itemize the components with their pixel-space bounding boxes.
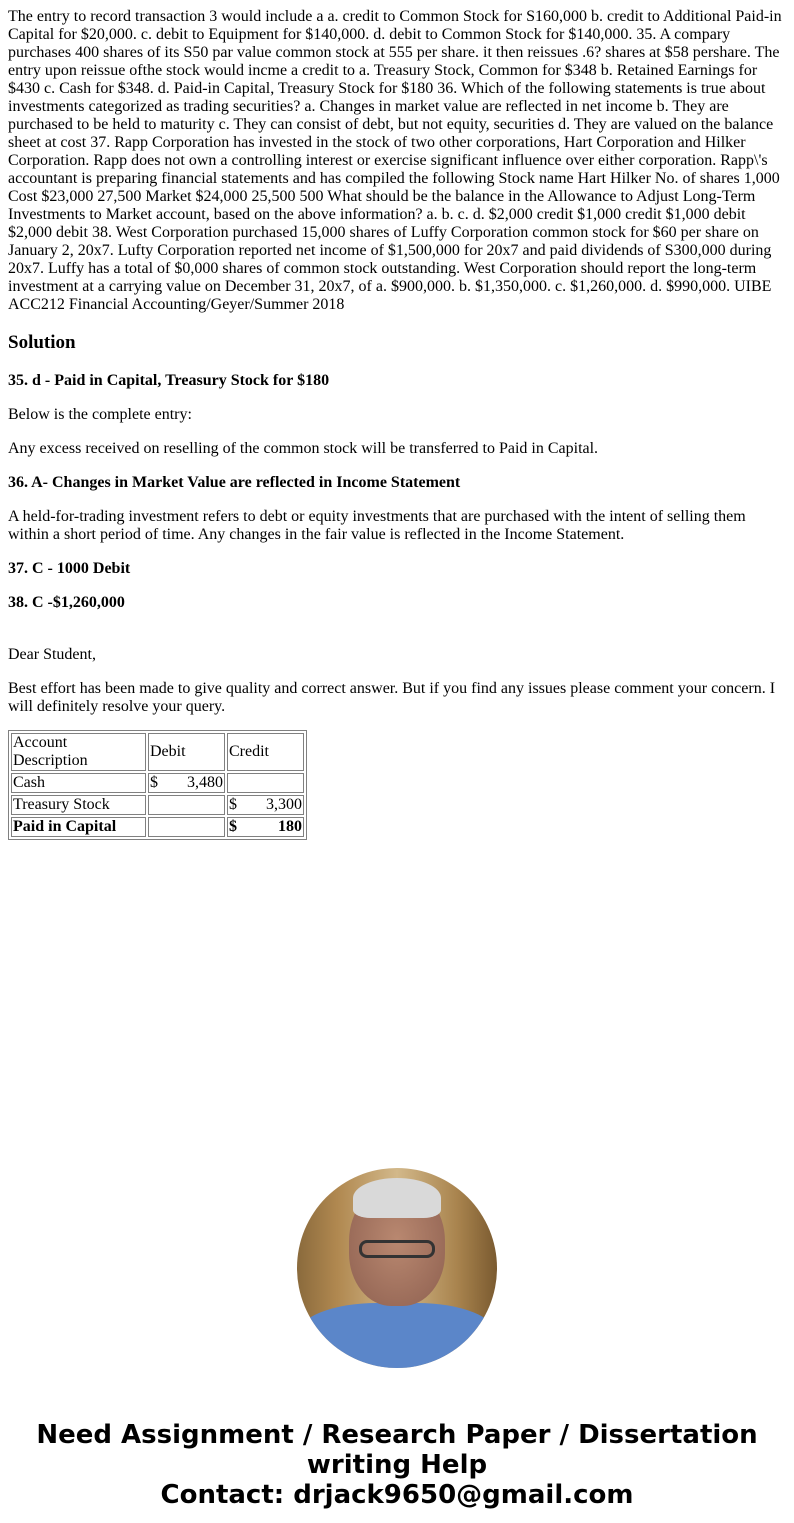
answer-36: 36. A- Changes in Market Value are reflected in Income Statement <box>8 474 461 491</box>
currency-symbol: $ <box>229 818 237 835</box>
answer-38: 38. C -$1,260,000 <box>8 594 125 611</box>
question-text: The entry to record transaction 3 would include a a. credit to Common Stock for S160,000 b. credit to Additional Paid-in Capital for $20,000. c. debit to Equipment for $140,000. d. debit to Common Stock for $140,000. 35. A compary purchases 400 shares of its S50 par value common stock at 555 per share. it then reissues .6? shares at $58 pershare. The entry upon reissue ofthe stock would incme a credit to a. Treasury Stock, Common for $348 b. Retained Earnings for $430 c. Cash for $348. d. Paid-in Capital, Treasury Stock for $180 36. Which of the following statements is true about investments categorized as trading securities? a. Changes in market value are reflected in net income b. They are purchased to be held to maturity c. They can consist of debt, but not equity, securities d. They are valued on the balance sheet at cost 37. Rapp Corporation has invested in the stock of two other corporations, Hart Corporation and Hilker Corporation. Rapp does not own a controlling interest or exercise significant influence over either corporation. Rapp\'s accountant is preparing financial statements and has compiled the following Stock name Hart Hilker No. of shares 1,000 Cost $23,000 27,500 Market $24,000 25,500 500 What should be the balance in the Allowance to Adjust Long-Term Investments to Market account, based on the above information? a. b. c. d. $2,000 credit $1,000 credit $1,000 debit $2,000 debit 38. West Corporation purchased 15,000 shares of Luffy Corporation common stock for $60 per share on January 2, 20x7. Lufty Corporation reported net income of $1,500,000 for 20x7 and paid dividends of S300,000 during 20x7. Luffy has a total of $0,000 shares of common stock outstanding. West Corporation should report the long-term investment at a carrying value on December 31, 20x7, of a. $900,000. b. $1,350,000. c. $1,260,000. d. $990,000. UIBE ACC212 Financial Accounting/Geyer/Summer 2018 <box>8 8 782 313</box>
header-credit: Credit <box>227 733 304 771</box>
entry-intro: Below is the complete entry: <box>8 406 192 423</box>
table-header-row <box>11 733 304 771</box>
debit-cell <box>148 817 225 837</box>
closing-note: Best effort has been made to give quality and correct answer. But if you find any issues please comment your concern. I will definitely resolve your query. <box>8 680 776 715</box>
photo-shirt <box>297 1303 497 1368</box>
photo-hair <box>353 1178 441 1218</box>
excess-note: Any excess received on reselling of the common stock will be transferred to Paid in Capital. <box>8 440 599 457</box>
answer-36-explanation: A held-for-trading investment refers to debt or equity investments that are purchased with the intent of selling them within a short period of time. Any changes in the fair value is reflected in the Income Statement. <box>8 508 746 543</box>
header-debit: Debit <box>148 733 225 771</box>
greeting: Dear Student, <box>8 646 96 663</box>
photo-glasses <box>359 1240 435 1258</box>
promo-line: Need Assignment / Research Paper / Dissertation writing Help <box>36 1420 758 1480</box>
account-cell: Paid in Capital <box>11 817 146 837</box>
answer-35: 35. d - Paid in Capital, Treasury Stock for $180 <box>8 372 330 389</box>
answer-37: 37. C - 1000 Debit <box>8 560 131 577</box>
table-row <box>11 795 304 815</box>
credit-amount: 3,300 <box>266 796 302 813</box>
table-row <box>11 773 304 793</box>
debit-cell <box>148 795 225 815</box>
journal-entry-table <box>8 730 307 840</box>
promo-footer <box>8 1420 786 1510</box>
currency-symbol: $ <box>229 796 237 813</box>
account-cell: Treasury Stock <box>11 795 146 815</box>
credit-cell <box>227 817 304 837</box>
header-account: Account Description <box>11 733 146 771</box>
author-photo <box>297 1168 497 1368</box>
contact-line: Contact: drjack9650@gmail.com <box>160 1480 634 1510</box>
credit-cell <box>227 773 304 793</box>
debit-cell <box>148 773 225 793</box>
debit-amount: 3,480 <box>187 774 223 791</box>
account-cell: Cash <box>11 773 146 793</box>
currency-symbol: $ <box>150 774 158 791</box>
credit-amount: 180 <box>278 818 302 835</box>
solution-heading: Solution <box>8 332 76 353</box>
author-photo-container <box>8 1168 786 1368</box>
table-row <box>11 817 304 837</box>
credit-cell <box>227 795 304 815</box>
